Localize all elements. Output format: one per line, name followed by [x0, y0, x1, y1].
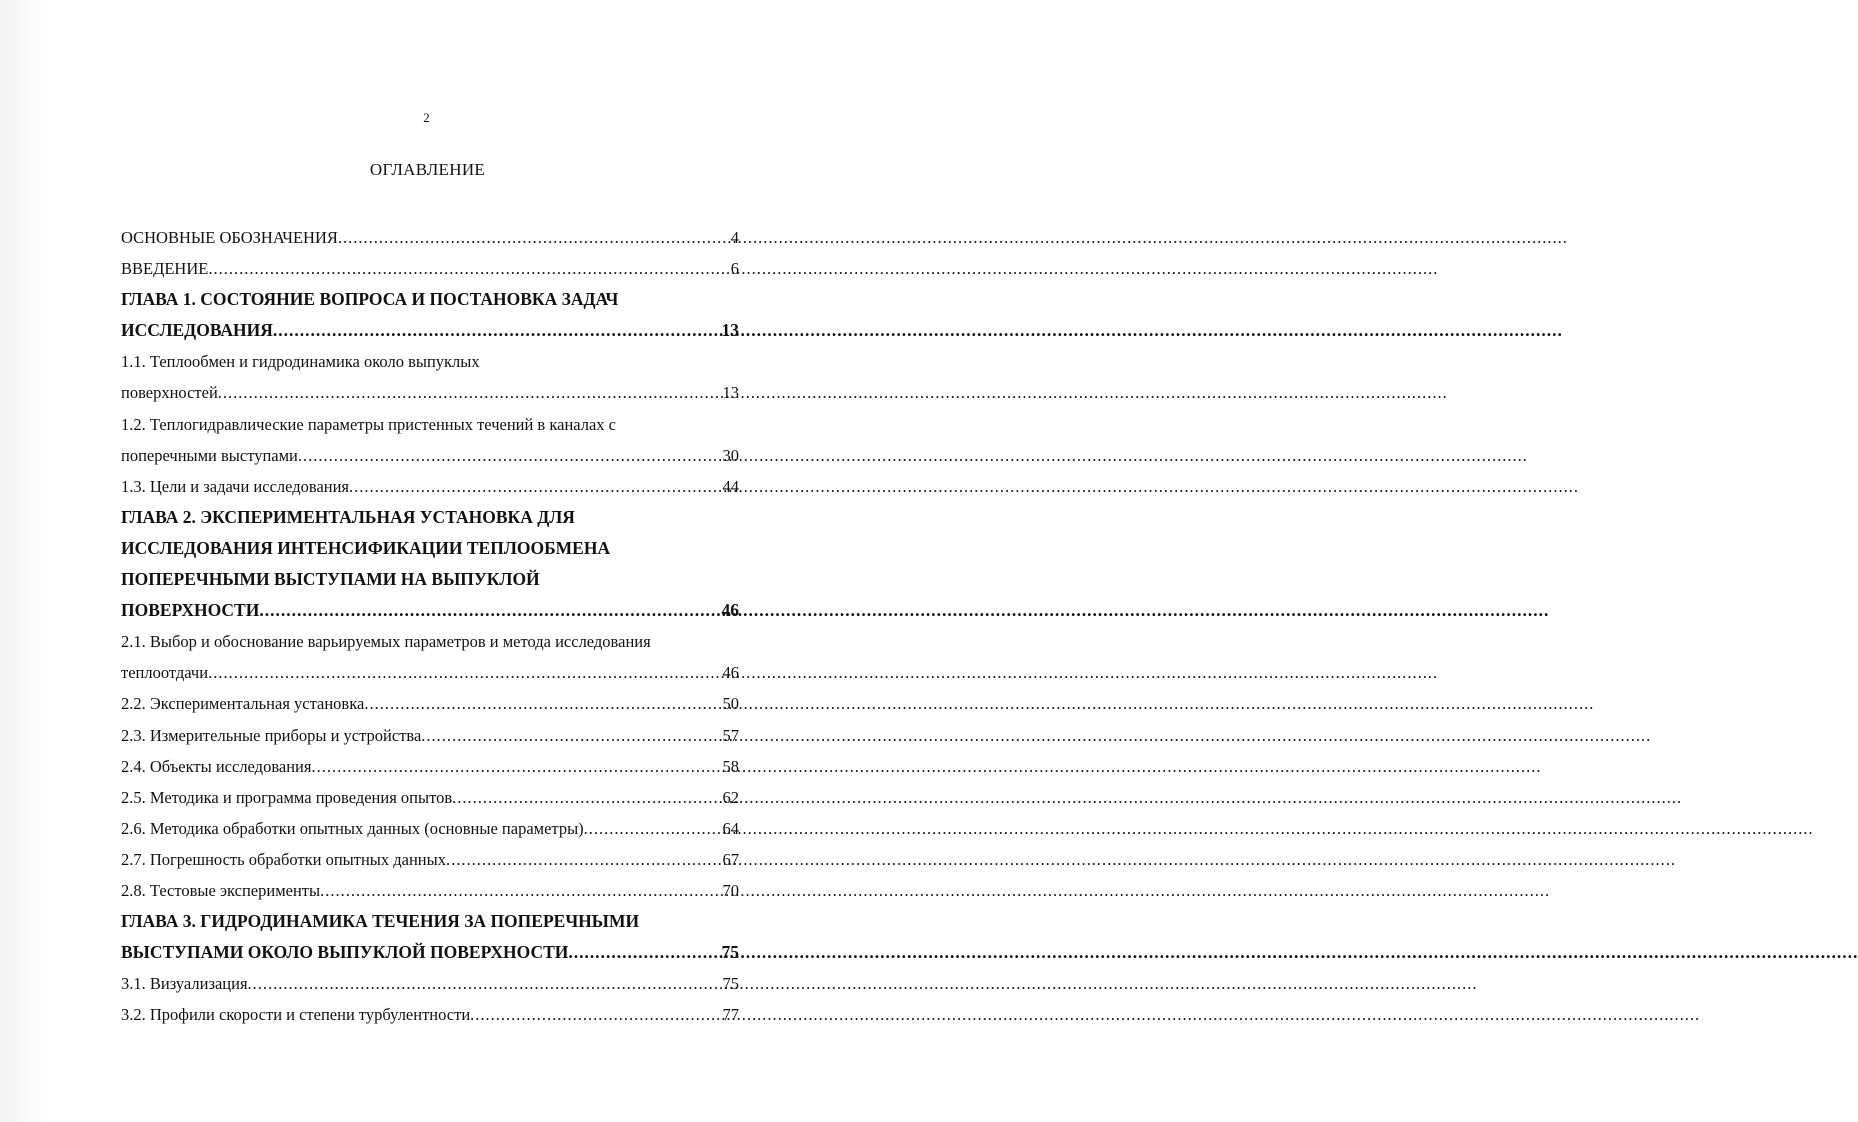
toc-entry [121, 875, 739, 906]
toc-entry [121, 751, 739, 782]
toc-entry [121, 253, 739, 284]
toc-entry-text: ПОПЕРЕЧНЫМИ ВЫСТУПАМИ НА ВЫПУКЛОЙ [121, 569, 540, 590]
toc-entry-text: ГЛАВА 2. ЭКСПЕРИМЕНТАЛЬНАЯ УСТАНОВКА ДЛЯ [121, 506, 575, 527]
toc-entry-text: 1.3. Цели и задачи исследования [121, 476, 350, 496]
toc-leader-dots [584, 813, 723, 844]
toc-entry [121, 533, 739, 564]
toc-entry-text: поперечными выступами [121, 445, 298, 465]
toc-entry-text: 2.5. Методика и программа проведения опытов [121, 787, 453, 807]
toc-entry-text: 3.2. Профили скорости и степени турбулентности [121, 1005, 471, 1025]
toc-entry-page: 13 [721, 320, 739, 341]
toc-entry-page: 57 [722, 725, 739, 745]
toc-entry-page: 46 [722, 663, 739, 683]
toc-entry-text: ВЫСТУПАМИ ОКОЛО ВЫПУКЛОЙ ПОВЕРХНОСТИ [121, 942, 569, 963]
toc-entry-text: 3.1. Визуализация [121, 974, 248, 994]
toc-entry [121, 688, 739, 719]
toc-entry [121, 502, 739, 533]
toc-entry-text: 2.2. Экспериментальная установка [121, 694, 365, 714]
toc-entry-text: ГЛАВА 1. СОСТОЯНИЕ ВОПРОСА И ПОСТАНОВКА ЗАДАЧ [121, 289, 619, 310]
toc-entry [121, 782, 739, 813]
toc-entry [121, 844, 739, 875]
toc-entry [121, 564, 739, 595]
toc-entry [121, 937, 739, 968]
toc-entry [121, 720, 739, 751]
toc-entry-text: ВВЕДЕНИЕ [121, 259, 209, 279]
toc-leader-dots [298, 440, 723, 471]
toc-leader-dots [568, 937, 721, 968]
toc-leader-dots [248, 968, 723, 999]
toc-entry-page: 77 [722, 1005, 739, 1025]
toc-entry-text: 2.4. Объекты исследования [121, 756, 312, 776]
toc-entry-text: ГЛАВА 3. ГИДРОДИНАМИКА ТЕЧЕНИЯ ЗА ПОПЕРЕЧНЫМИ [121, 911, 640, 932]
toc-entry [121, 906, 739, 937]
toc-entry [121, 813, 739, 844]
toc-leader-dots [446, 844, 723, 875]
toc-entry-page: 46 [721, 600, 739, 621]
toc-leader-dots [349, 471, 722, 502]
toc-entry-page: 50 [722, 694, 739, 714]
toc-entry [121, 626, 739, 657]
toc-entry [121, 657, 739, 688]
toc-leader-dots [452, 782, 722, 813]
toc-entry-page: 75 [722, 974, 739, 994]
toc-entry-page: 58 [722, 756, 739, 776]
toc-entry-text: поверхностей [121, 383, 218, 403]
toc-title: ОГЛАВЛЕНИЕ [369, 160, 486, 179]
toc-entry-text: теплоотдачи [121, 663, 209, 683]
toc-leader-dots [218, 377, 723, 408]
toc-entry-text: ИССЛЕДОВАНИЯ [121, 320, 273, 341]
toc-entry [121, 346, 739, 377]
toc-entry-text: ПОВЕРХНОСТИ [121, 600, 260, 621]
toc-entry [121, 222, 739, 253]
toc-entry-page: 6 [730, 259, 739, 279]
toc-entry-text: ОСНОВНЫЕ ОБОЗНАЧЕНИЯ [121, 228, 338, 247]
toc-entry-text: 2.8. Тестовые эксперименты [121, 880, 321, 900]
toc-leader-dots [338, 222, 731, 253]
toc-entry-text: 1.1. Теплообмен и гидродинамика около выпуклых [121, 352, 480, 372]
toc-leader-dots [364, 688, 722, 719]
toc-entry-page: 13 [722, 383, 739, 403]
toc-entry [121, 595, 739, 626]
toc-entry [121, 284, 739, 315]
toc-leader-dots [311, 751, 722, 782]
toc-entry-text: 2.7. Погрешность обработки опытных данных [121, 849, 446, 869]
page-number: 2 [423, 110, 430, 125]
toc-entry [121, 471, 739, 502]
toc-entry-text: 2.6. Методика обработки опытных данных (основные параметры) [121, 818, 584, 838]
toc-entry-page: 30 [722, 445, 739, 465]
toc-leader-dots [320, 875, 722, 906]
toc-entry-page: 62 [722, 787, 739, 807]
toc-entry-page: 64 [722, 818, 739, 838]
toc-entry-page: 75 [721, 942, 739, 963]
toc-entry-page: 4 [730, 228, 739, 247]
toc-entry-page: 70 [722, 880, 739, 900]
toc-leader-dots [421, 720, 722, 751]
toc-leader-dots [208, 253, 730, 284]
toc-entry-page: 67 [722, 849, 739, 869]
toc-entry [121, 999, 739, 1030]
toc-leader-dots [470, 999, 722, 1030]
toc-entry-text: 1.2. Теплогидравлические параметры пристенных течений в каналах с [121, 414, 616, 434]
toc-entry [121, 440, 739, 471]
toc-leader-dots [208, 657, 722, 688]
toc-entry-text: 2.3. Измерительные приборы и устройства [121, 725, 422, 745]
table-of-contents [121, 222, 739, 1030]
toc-entry [121, 409, 739, 440]
toc-leader-dots [259, 595, 721, 626]
toc-entry [121, 377, 739, 408]
toc-leader-dots [273, 315, 722, 346]
toc-entry-page: 44 [722, 476, 739, 496]
toc-entry [121, 968, 739, 999]
toc-entry [121, 315, 739, 346]
toc-entry-text: 2.1. Выбор и обоснование варьируемых параметров и метода исследования [121, 632, 651, 652]
toc-entry-text: ИССЛЕДОВАНИЯ ИНТЕНСИФИКАЦИИ ТЕПЛООБМЕНА [121, 537, 611, 558]
